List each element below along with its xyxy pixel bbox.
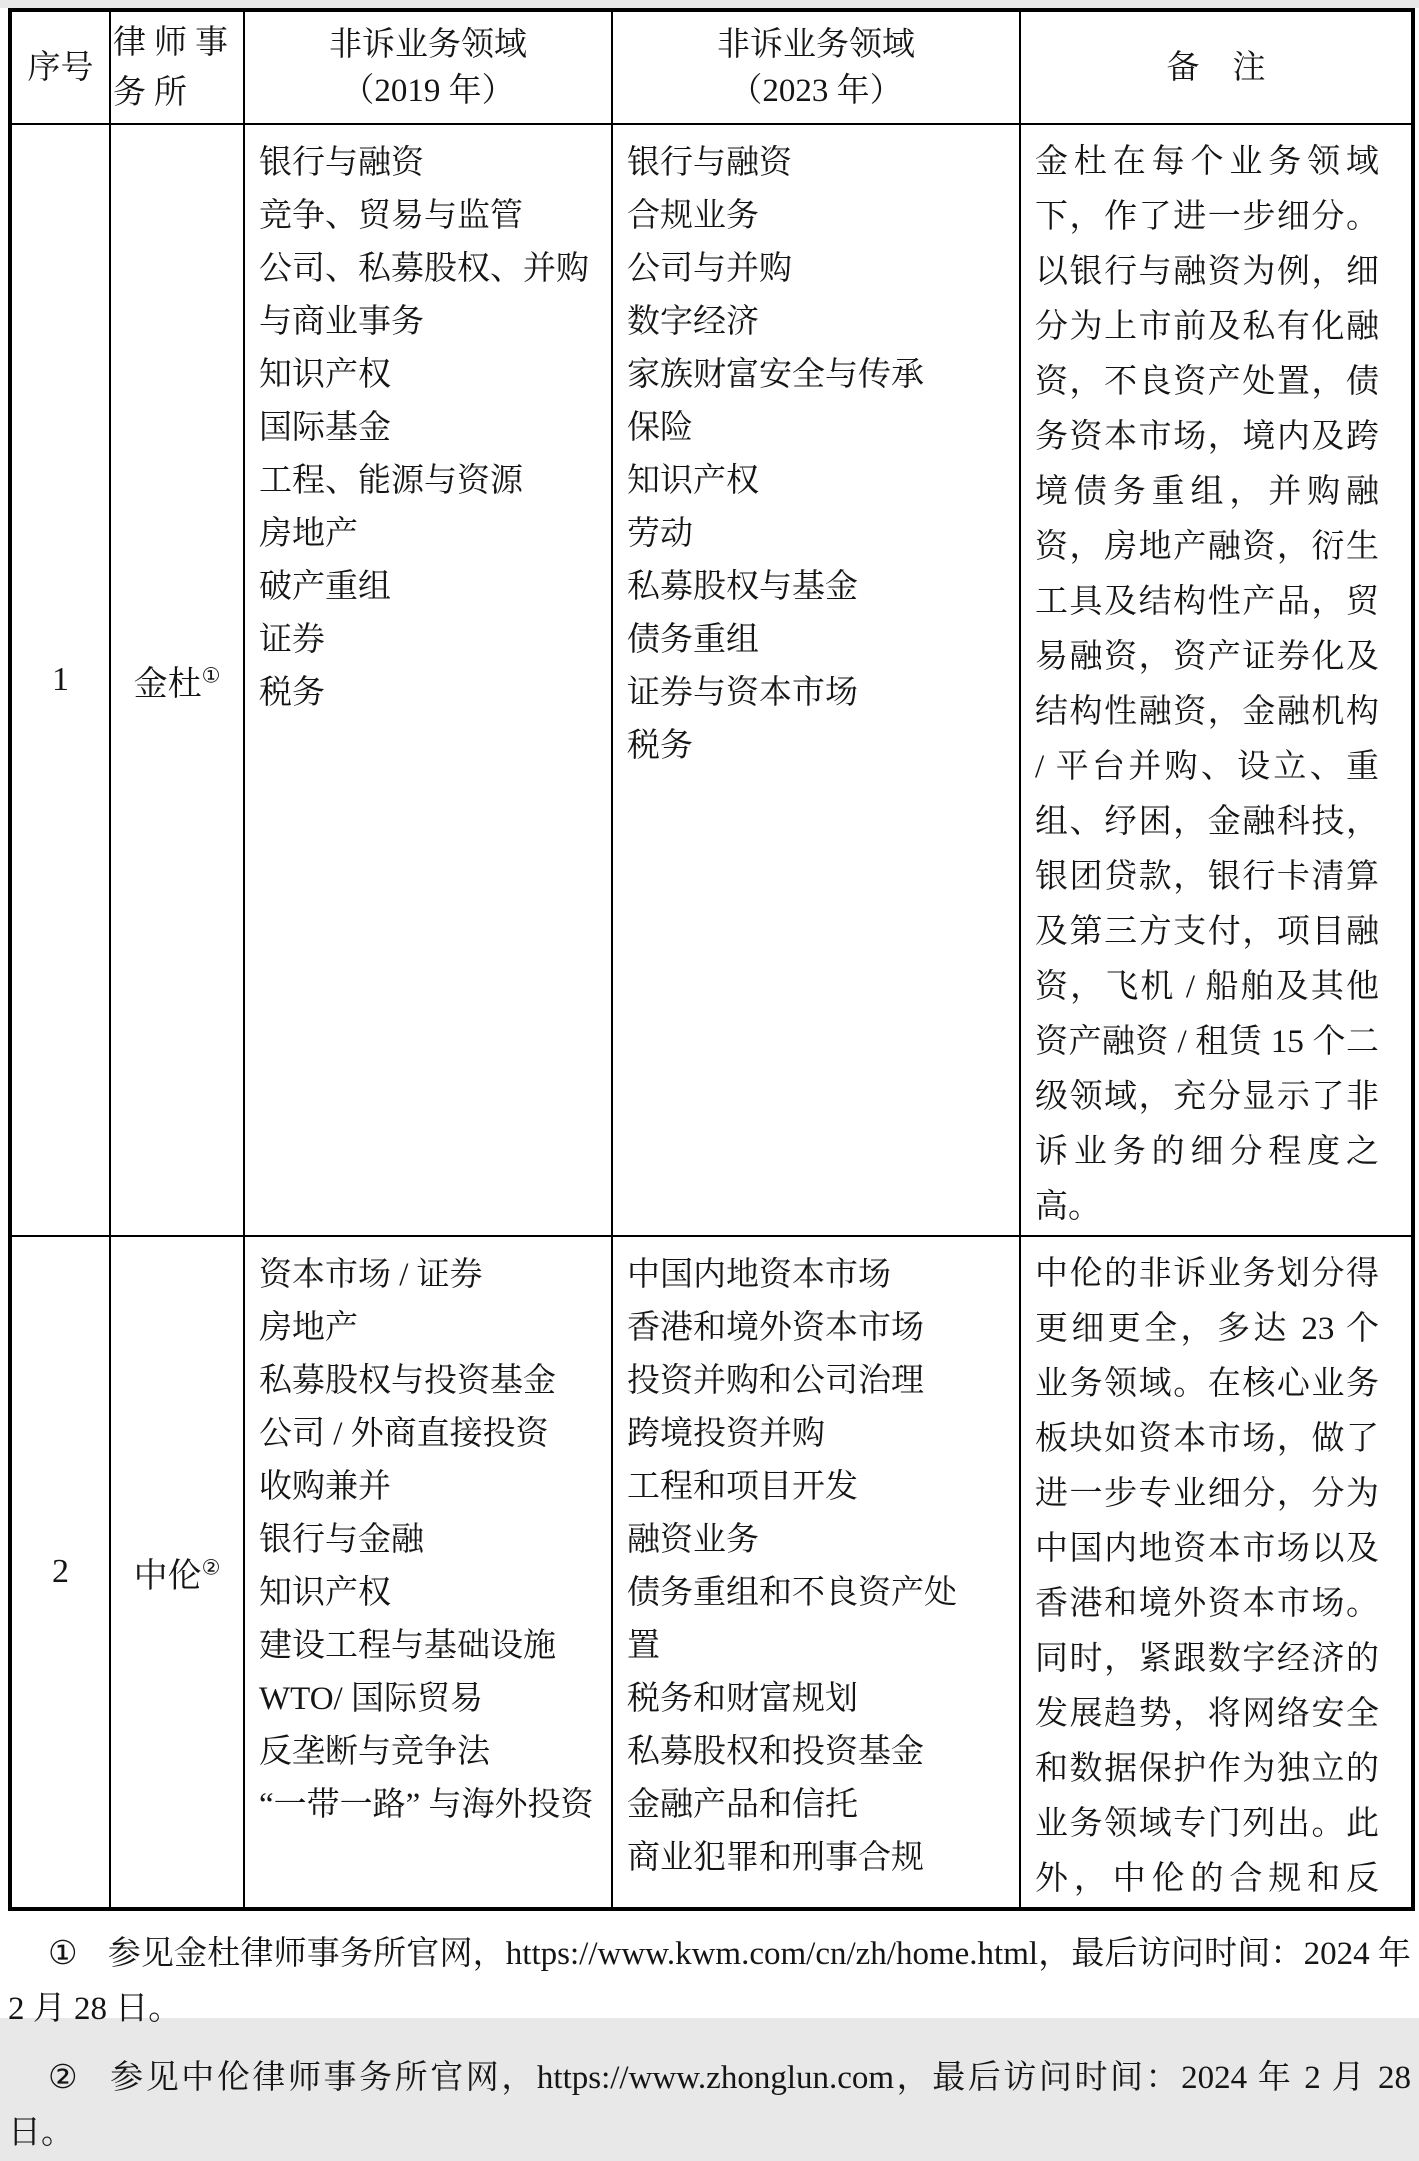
business-area-item: 香港和境外资本市场	[627, 1310, 924, 1346]
cell-areas-2019-row1	[244, 124, 612, 1236]
footnote-reference-mark: ②	[201, 1555, 221, 1580]
business-area-item: 公司、私募股权、并购与商业事务	[259, 251, 589, 340]
business-area-item: 国际基金	[259, 410, 391, 446]
business-area-item: 税务	[259, 675, 325, 711]
business-area-item: 银行与融资	[259, 145, 424, 181]
cell-firm-1	[110, 124, 244, 1236]
cell-remark-row2	[1020, 1236, 1413, 1909]
cell-serial-1	[10, 124, 110, 1236]
business-area-item: 证券与资本市场	[627, 675, 858, 711]
cell-areas-2023-row2	[612, 1236, 1020, 1909]
column-header-serial-label: 序号	[27, 49, 94, 86]
business-area-item: 知识产权	[259, 1575, 391, 1611]
business-area-item: 建设工程与基础设施	[259, 1628, 556, 1664]
column-header-areas-2019	[244, 10, 612, 124]
business-area-item: 知识产权	[627, 463, 759, 499]
remark-text: 中伦的非诉业务划分得更细更全，多达 23 个业务领域。在核心业务板块如资本市场，做了进一步专业细分，分为中国内地资本市场以及香港和境外资本市场。同时，紧跟数字经济的发展趋势，将网络安全和数据保护作为独立的业务领域专门列出。此外，中伦的合规和反	[1035, 1256, 1379, 1897]
business-area-item: 竞争、贸易与监管	[259, 198, 523, 234]
business-area-item: 税务	[627, 728, 693, 764]
footnote-marker: ①	[48, 1936, 78, 1972]
firm-name: 金杜	[133, 665, 202, 703]
business-area-item: 工程、能源与资源	[259, 463, 523, 499]
document-page	[0, 8, 1419, 2151]
column-header-areas-2023	[612, 10, 1020, 124]
cell-remark-row1	[1020, 124, 1413, 1236]
business-area-item: 资本市场 / 证券	[259, 1257, 483, 1293]
business-area-item: 商业犯罪和刑事合规	[627, 1840, 924, 1876]
business-area-item: 收购兼并	[259, 1469, 391, 1505]
cell-areas-2019-row2	[244, 1236, 612, 1909]
business-area-item: 私募股权与基金	[627, 569, 858, 605]
serial-number: 1	[52, 661, 69, 698]
column-header-areas-2023-line1: 非诉业务领域	[717, 26, 915, 63]
business-area-item: “一带一路” 与海外投资	[259, 1787, 594, 1823]
column-header-serial	[10, 10, 110, 124]
business-area-item: 知识产权	[259, 357, 391, 393]
business-area-item: 税务和财富规划	[627, 1681, 858, 1717]
business-area-item: 跨境投资并购	[627, 1416, 825, 1452]
column-header-areas-2019-line1: 非诉业务领域	[329, 26, 527, 63]
cell-areas-2023-row1	[612, 124, 1020, 1236]
column-header-areas-2023-line2: （2023 年）	[729, 72, 903, 109]
business-area-item: 数字经济	[627, 304, 759, 340]
business-area-item: 银行与金融	[259, 1522, 424, 1558]
business-area-item: 工程和项目开发	[627, 1469, 858, 1505]
footnote-reference-mark: ①	[201, 663, 221, 688]
business-area-item: 房地产	[259, 1310, 358, 1346]
business-area-item: 中国内地资本市场	[627, 1257, 891, 1293]
column-header-remark	[1020, 10, 1413, 124]
business-area-item: WTO/ 国际贸易	[259, 1681, 483, 1717]
business-area-item: 反垄断与竞争法	[259, 1734, 490, 1770]
column-header-areas-2019-line2: （2019 年）	[341, 72, 515, 109]
table-row	[10, 124, 1413, 1236]
business-area-item: 金融产品和信托	[627, 1787, 858, 1823]
business-area-item: 公司与并购	[627, 251, 792, 287]
business-area-item: 债务重组和不良资产处置	[627, 1575, 957, 1664]
business-area-item: 债务重组	[627, 622, 759, 658]
column-header-remark-label: 备 注	[1166, 49, 1266, 86]
footnote-text: 参见金杜律师事务所官网，https://www.kwm.com/cn/zh/home.html，最后访问时间：2024 年 2 月 28 日。	[8, 1936, 1411, 2027]
law-firms-practice-areas-table	[8, 8, 1415, 1911]
business-area-item: 家族财富安全与传承	[627, 357, 924, 393]
business-area-item: 劳动	[627, 516, 693, 552]
footnote-2	[8, 2051, 1411, 2161]
business-area-item: 投资并购和公司治理	[627, 1363, 924, 1399]
cell-firm-2	[110, 1236, 244, 1909]
business-area-item: 融资业务	[627, 1522, 759, 1558]
firm-name: 中伦	[133, 1557, 202, 1595]
business-area-item: 房地产	[259, 516, 358, 552]
business-area-item: 合规业务	[627, 198, 759, 234]
remark-text: 金杜在每个业务领域下，作了进一步细分。以银行与融资为例，细分为上市前及私有化融资，不良资产处置，债务资本市场，境内及跨境债务重组，并购融资，房地产融资，衍生工具及结构性产品，贸易融资，资产证券化及结构性融资，金融机构 / 平台并购、设立、重组、纾困，金融科技，银团贷款，银行卡清算及第三方支付，项目融资，飞机 / 船舶及其他资产融资 / 租赁 15 个二级领域，充分显示了非诉业务的细分程度之高。	[1035, 144, 1379, 1225]
business-area-item: 保险	[627, 410, 693, 446]
column-header-firm-label: 律师事务所	[113, 24, 236, 111]
business-area-item: 私募股权和投资基金	[627, 1734, 924, 1770]
table-header-row	[10, 10, 1413, 124]
business-area-item: 私募股权与投资基金	[259, 1363, 556, 1399]
business-area-item: 破产重组	[259, 569, 391, 605]
table-row	[10, 1236, 1413, 1909]
business-area-item: 公司 / 外商直接投资	[259, 1416, 549, 1452]
footnotes-section	[8, 1927, 1411, 2161]
footnote-marker: ②	[48, 2060, 81, 2096]
footnote-1	[8, 1927, 1411, 2037]
footnote-text: 参见中伦律师事务所官网，https://www.zhonglun.com，最后访问时间：2024 年 2 月 28 日。	[8, 2060, 1411, 2151]
serial-number: 2	[52, 1553, 69, 1590]
column-header-firm	[110, 10, 244, 124]
cell-serial-2	[10, 1236, 110, 1909]
business-area-item: 证券	[259, 622, 325, 658]
business-area-item: 银行与融资	[627, 145, 792, 181]
